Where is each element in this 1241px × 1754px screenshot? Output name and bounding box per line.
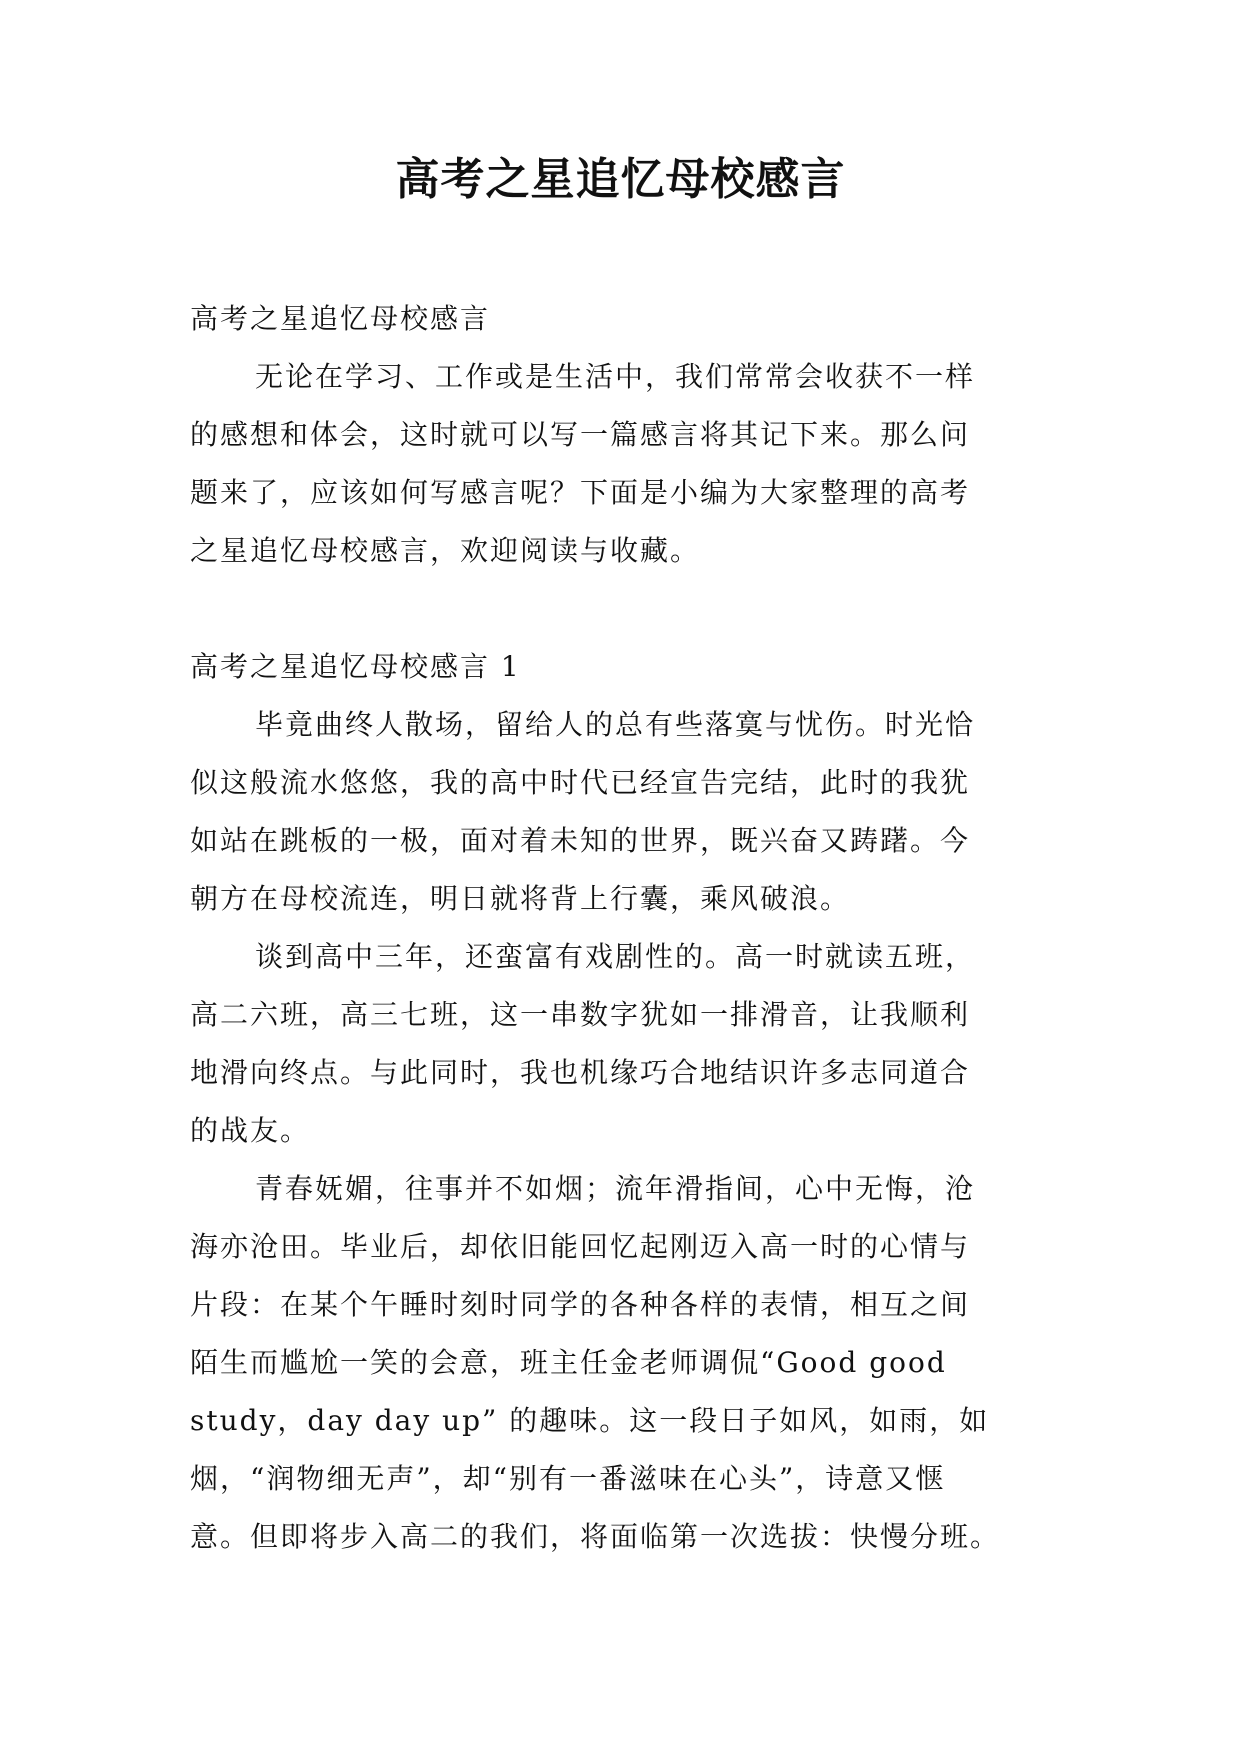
paragraph-line: study，day day up” 的趣味。这一段日子如风，如雨，如: [190, 1404, 990, 1437]
document-title: 高考之星追忆母校感言: [395, 154, 846, 205]
paragraph-3: [190, 1160, 1056, 1566]
paragraph-line: 意。但即将步入高二的我们，将面临第一次选拔：快慢分班。: [190, 1520, 1001, 1553]
paragraph-line: 烟，“润物细无声”，却“别有一番滋味在心头”，诗意又惬: [190, 1462, 946, 1495]
paragraph-line: 毕竟曲终人散场，留给人的总有些落寞与忧伤。时光恰: [255, 708, 976, 741]
paragraph-line: 的感想和体会，这时就可以写一篇感言将其记下来。那么问: [190, 418, 971, 451]
paragraph-line: 无论在学习、工作或是生活中，我们常常会收获不一样: [255, 360, 976, 393]
paragraph-line: 朝方在母校流连，明日就将背上行囊，乘风破浪。: [190, 882, 851, 915]
paragraph-2: [190, 928, 1056, 1160]
paragraph-line: 似这般流水悠悠，我的高中时代已经宣告完结，此时的我犹: [190, 766, 971, 799]
paragraph-1: [190, 696, 1056, 928]
paragraph-line: 地滑向终点。与此同时，我也机缘巧合地结识许多志同道合: [190, 1056, 971, 1089]
paragraph-line: 片段：在某个午睡时刻时同学的各种各样的表情，相互之间: [190, 1288, 971, 1321]
intro-paragraph: [190, 348, 1056, 580]
paragraph-line: 的战友。: [190, 1114, 311, 1147]
paragraph-line: 陌生而尴尬一笑的会意，班主任金老师调侃“Good good: [190, 1346, 947, 1379]
intro-heading: 高考之星追忆母校感言: [190, 302, 491, 335]
section-heading: 高考之星追忆母校感言 1: [190, 650, 521, 683]
document-body: [190, 290, 1056, 1566]
paragraph-line: 题来了，应该如何写感言呢？下面是小编为大家整理的高考: [190, 476, 971, 509]
section-spacer: [190, 580, 1056, 638]
paragraph-line: 之星追忆母校感言，欢迎阅读与收藏。: [190, 534, 701, 567]
paragraph-line: 海亦沧田。毕业后，却依旧能回忆起刚迈入高一时的心情与: [190, 1230, 971, 1263]
paragraph-line: 如站在跳板的一极，面对着未知的世界，既兴奋又踌躇。今: [190, 824, 971, 857]
paragraph-line: 青春妩媚，往事并不如烟；流年滑指间，心中无悔，沧: [255, 1172, 976, 1205]
paragraph-line: 谈到高中三年，还蛮富有戏剧性的。高一时就读五班，: [255, 940, 976, 973]
paragraph-line: 高二六班，高三七班，这一串数字犹如一排滑音，让我顺利: [190, 998, 971, 1031]
